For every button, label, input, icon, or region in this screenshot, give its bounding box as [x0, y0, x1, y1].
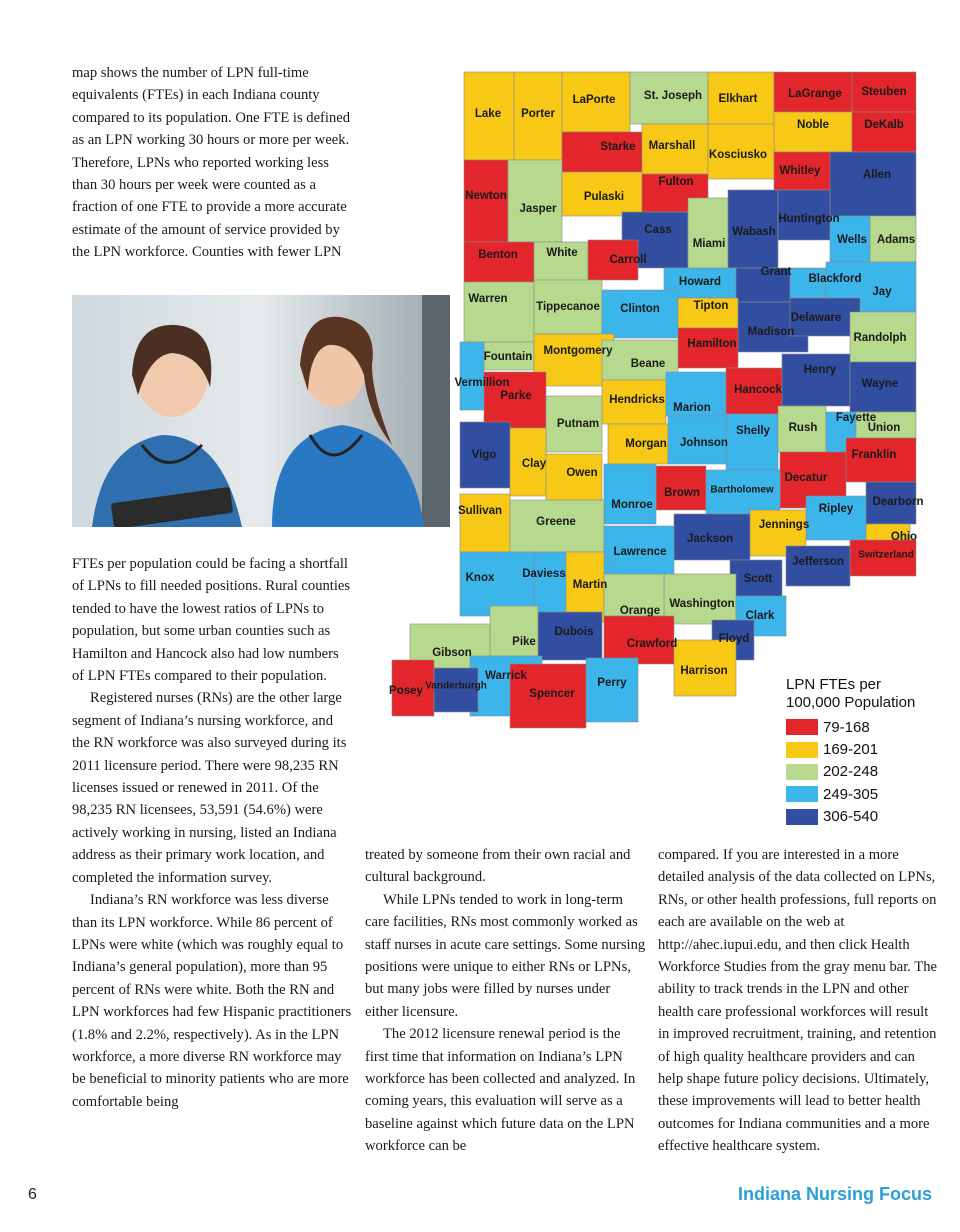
- county-label: Wayne: [861, 378, 899, 391]
- county-label: Greene: [536, 516, 576, 529]
- county-label: Floyd: [718, 633, 750, 646]
- county-label: Jackson: [686, 533, 734, 546]
- county-region: [688, 198, 728, 268]
- county-label: Benton: [478, 249, 518, 262]
- county-label: Tippecanoe: [536, 301, 600, 314]
- county-label: Jasper: [519, 203, 557, 216]
- county-label: Wells: [837, 234, 867, 247]
- legend-label: 249-305: [823, 785, 879, 803]
- county-label: Dubois: [554, 626, 594, 639]
- county-region: [726, 414, 778, 470]
- county-region: [830, 152, 916, 216]
- county-label: Blackford: [808, 273, 862, 286]
- map-graphic: [360, 64, 930, 744]
- legend-item: [786, 738, 915, 760]
- county-region: [460, 342, 484, 410]
- county-label: Cass: [644, 224, 672, 237]
- county-label: Ripley: [818, 503, 854, 516]
- county-label: Noble: [797, 119, 829, 132]
- county-label: LaPorte: [572, 94, 616, 107]
- county-label: Porter: [521, 108, 555, 121]
- county-region: [774, 112, 852, 152]
- legend-swatch: [786, 786, 818, 802]
- county-label: Morgan: [625, 438, 667, 451]
- article-paragraph: The 2012 licensure renewal period is the first time that information on Indiana’s LPN workforce has been collected and analyzed. In coming years, this evaluation will serve as a baseline against which future data on the LPN workforce can be: [365, 1026, 636, 1155]
- county-label: Vigo: [471, 449, 497, 462]
- county-label: Whitley: [779, 165, 821, 178]
- article-column-1-top: [72, 62, 352, 264]
- county-label: Wabash: [732, 226, 776, 239]
- county-label: Jay: [872, 286, 892, 299]
- county-label: Harrison: [680, 665, 728, 678]
- county-region: [490, 606, 538, 656]
- county-region: [508, 160, 562, 242]
- county-label: Grant: [760, 266, 792, 279]
- county-label: DeKalb: [864, 119, 904, 132]
- county-label: Scott: [743, 573, 773, 586]
- article-paragraph: Indiana’s RN workforce was less diverse than its LPN workforce. While 86 percent of LPNs were white (which was roughly equal to Indiana’s general population), more than 95 percent of RNs were white. Both the RN and LPN workforces had few Hispanic practitioners (1.8% and 2.2%, respectively). As in the LPN workforce, a more diverse RN workforce may be beneficial to minority patients who are more comfortable being: [72, 892, 352, 1110]
- county-label: Rush: [788, 422, 818, 435]
- county-label: Warren: [468, 293, 508, 306]
- county-label: Allen: [862, 169, 892, 182]
- article-column-1-bottom: [72, 553, 352, 1113]
- county-label: Carroll: [609, 254, 647, 267]
- county-label: Tipton: [693, 300, 729, 313]
- county-label: LaGrange: [788, 88, 842, 101]
- county-label: Clark: [745, 610, 775, 623]
- legend-title: [786, 676, 915, 712]
- county-label: Daviess: [522, 568, 566, 581]
- map-legend: [786, 676, 915, 828]
- county-label: Montgomery: [543, 345, 613, 358]
- county-label: Martin: [572, 579, 608, 592]
- county-label: Perry: [597, 677, 627, 690]
- article-paragraph: FTEs per population could be facing a shortfall of LPNs to fill needed positions. Rural counties tended to have the lowest ratios of LPNs to population, but some urban counties such as Hamilton and Hancock also had low numbers of LPN FTEs compared to their population.: [72, 556, 351, 685]
- legend-swatch: [786, 809, 818, 825]
- county-label: Lake: [474, 108, 502, 121]
- county-label: Bartholomew: [710, 484, 774, 496]
- county-region: [464, 242, 534, 282]
- county-label: Starke: [600, 141, 636, 154]
- article-paragraph: Registered nurses (RNs) are the other large segment of Indiana’s nursing workforce, and the RN workforce was also surveyed during its 2011 licensure period. There were 98,235 RN licenses issued or renewed in 2011. Of the 98,235 RN licensees, 53,591 (54.6%) were actively working in nursing, listed an Indiana address as their primary work location, and completed the information survey.: [72, 690, 347, 886]
- county-label: Hamilton: [687, 338, 737, 351]
- county-label: Vanderburgh: [425, 680, 487, 692]
- publication-title: Indiana Nursing Focus: [737, 1184, 932, 1204]
- legend-label: 202-248: [823, 763, 879, 781]
- county-label: Huntington: [778, 213, 840, 226]
- legend-swatch: [786, 764, 818, 780]
- article-paragraph: While LPNs tended to work in long-term care facilities, RNs most commonly worked as staff nurses in acute care settings. Some nursing positions were unique to either RNs or LPNs, but many jobs were filled by nurses under either licensure.: [365, 891, 646, 1020]
- county-region: [464, 282, 534, 342]
- county-label: Sullivan: [457, 505, 503, 518]
- legend-label: 79-168: [823, 718, 870, 736]
- county-label: Miami: [692, 238, 726, 251]
- county-label: Howard: [678, 276, 722, 289]
- county-label: Hancock: [734, 384, 782, 397]
- county-label: Hendricks: [609, 394, 665, 407]
- county-label: Crawford: [626, 638, 678, 651]
- county-label: Dearborn: [872, 496, 924, 509]
- county-label: Steuben: [861, 86, 907, 99]
- legend-item: [786, 761, 915, 783]
- indiana-county-map: [360, 64, 930, 744]
- county-label: White: [546, 247, 578, 260]
- county-label: Spencer: [529, 688, 575, 701]
- county-region: [782, 354, 850, 406]
- article-column-2: [365, 844, 647, 1158]
- county-label: Henry: [803, 364, 837, 377]
- county-region: [604, 464, 656, 524]
- county-label: Jennings: [758, 519, 810, 532]
- county-label: Newton: [465, 190, 507, 203]
- county-label: Washington: [669, 598, 735, 611]
- legend-title-line-2: 100,000 Population: [786, 694, 916, 711]
- county-label: Randolph: [853, 332, 907, 345]
- county-label: Parke: [500, 390, 532, 403]
- county-label: Pulaski: [583, 191, 625, 204]
- county-label: Vermillion: [454, 377, 510, 390]
- county-label: Marion: [673, 402, 711, 415]
- legend-title-line-1: LPN FTEs per: [786, 676, 882, 693]
- county-label: Fayette: [835, 412, 877, 425]
- page-number: 6: [28, 1186, 37, 1203]
- county-label: Beane: [630, 358, 666, 371]
- county-label: Fountain: [483, 351, 533, 364]
- county-label: Switzerland: [858, 549, 914, 561]
- county-label: Warrick: [485, 670, 527, 683]
- county-label: Delaware: [790, 312, 842, 325]
- county-label: Fulton: [658, 176, 694, 189]
- legend-item: [786, 716, 915, 738]
- county-region: [457, 494, 510, 552]
- county-label: Monroe: [611, 499, 653, 512]
- article-paragraph: map shows the number of LPN full-time equivalents (FTEs) in each Indiana county compared to its population. One FTE is defined as an LPN working 30 hours or more per week. Therefore, LPNs who reported working less than 30 hours per week were counted as a fraction of one FTE to provide a more accurate estimate of the amount of service provided by the LPN workforce. Counties with fewer LPN: [72, 65, 351, 261]
- article-column-3: [658, 844, 938, 1158]
- county-label: Madison: [747, 326, 795, 339]
- county-label: Marshall: [648, 140, 696, 153]
- legend-swatch: [786, 719, 818, 735]
- county-label: Clay: [521, 458, 547, 471]
- county-label: Pike: [512, 636, 536, 649]
- county-label: Brown: [664, 487, 700, 500]
- county-label: Ohio: [890, 531, 918, 544]
- county-label: Putnam: [556, 418, 600, 431]
- article-paragraph: treated by someone from their own racial and cultural background.: [365, 847, 631, 886]
- county-label: Adams: [876, 234, 916, 247]
- legend-item: [786, 806, 915, 828]
- county-label: Jefferson: [792, 556, 844, 569]
- county-region: [586, 658, 638, 722]
- county-label: Union: [867, 422, 901, 435]
- county-label: Owen: [566, 467, 598, 480]
- county-label: Clinton: [620, 303, 660, 316]
- legend-label: 169-201: [823, 741, 879, 759]
- county-label: Decatur: [784, 472, 828, 485]
- county-label: Franklin: [851, 449, 897, 462]
- county-region: [852, 112, 916, 152]
- county-label: Elkhart: [718, 93, 758, 106]
- county-label: Knox: [465, 572, 495, 585]
- county-label: Shelly: [736, 425, 770, 438]
- county-label: Johnson: [680, 437, 728, 450]
- county-label: Kosciusko: [708, 149, 768, 162]
- legend-swatch: [786, 742, 818, 758]
- county-label: Lawrence: [613, 546, 667, 559]
- article-paragraph: compared. If you are interested in a more detailed analysis of the data collected on LPNs, RNs, or other health professions, full reports on each are available on the web at http://ahec.iupui.edu, and then click Health Workforce Studies from the gray menu bar. The ability to track trends in the LPN and other health care professional workforces will result in improved recruitment, training, and retention of high quality healthcare providers and can help shape future policy decisions. Ultimately, these improvements will lead to better health outcomes for Indiana communities and a more effective healthcare system.: [658, 847, 937, 1155]
- county-label: Orange: [619, 605, 661, 618]
- county-label: Gibson: [432, 647, 472, 660]
- legend-item: [786, 783, 915, 805]
- county-label: Posey: [389, 685, 423, 698]
- legend-label: 306-540: [823, 808, 879, 826]
- county-label: St. Joseph: [643, 90, 703, 103]
